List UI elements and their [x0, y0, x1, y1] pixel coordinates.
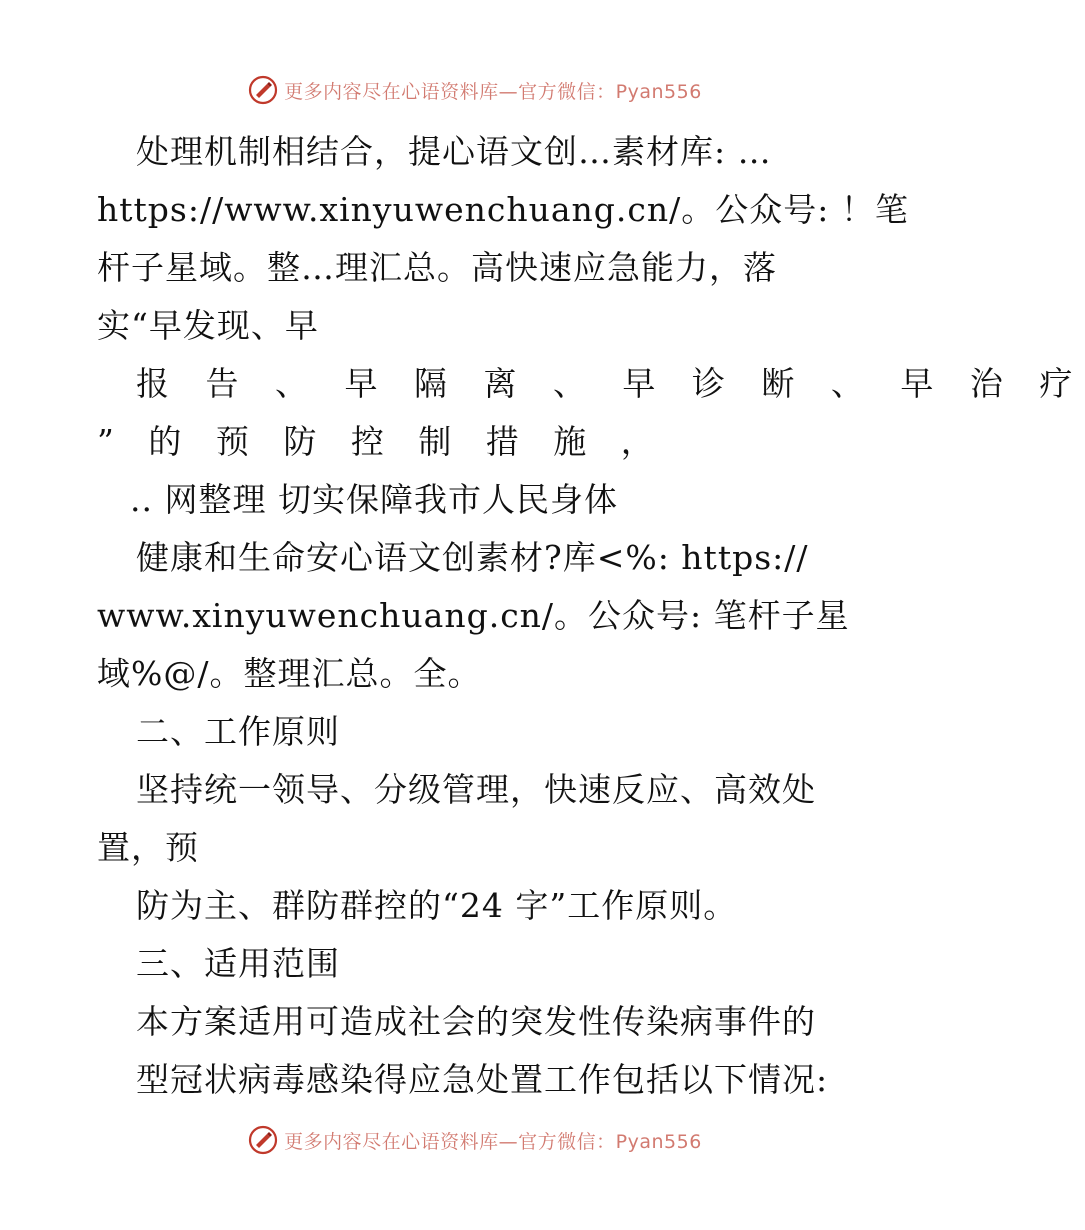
header-watermark — [0, 70, 950, 110]
text-line: 处理机制相结合，提心语文创…素材库: … — [136, 132, 772, 171]
text-line: 报 告 、 早 隔 离 、 早 诊 断 、 早 治 疗 — [136, 364, 1085, 403]
text-line: 健康和生命安心语文创素材?库<%: https:// — [136, 538, 809, 577]
text-line: https://www.xinyuwenchuang.cn/。公众号: ！笔 — [97, 190, 909, 229]
text-line: 本方案适用可造成社会的突发性传染病事件的 — [136, 1002, 816, 1041]
text-line: 型冠状病毒感染得应急处置工作包括以下情况: — [136, 1060, 829, 1099]
footer-watermark — [0, 1120, 950, 1160]
pen-seal-logo-icon — [248, 75, 278, 105]
text-line: .. 网整理 切实保障我市人民身体 — [130, 480, 618, 519]
text-line: 坚持统一领导、分级管理，快速反应、高效处 — [136, 770, 816, 809]
section-heading: 三、适用范围 — [136, 944, 340, 983]
watermark-text: 更多内容尽在心语资料库—官方微信：Pyan556 — [284, 80, 702, 103]
text-line: 域%@/。整理汇总。全。 — [97, 654, 482, 693]
text-line: 实“早发现、早 — [97, 306, 319, 345]
text-line: 杆子星域。整…理汇总。高快速应急能力，落 — [97, 248, 777, 287]
text-line: www.xinyuwenchuang.cn/。公众号: 笔杆子星 — [97, 596, 850, 635]
watermark-text: 更多内容尽在心语资料库—官方微信：Pyan556 — [284, 1130, 702, 1153]
text-line: 置，预 — [97, 828, 199, 867]
text-line: 防为主、群防群控的“24 字”工作原则。 — [136, 886, 738, 925]
section-heading: 二、工作原则 — [136, 712, 340, 751]
pen-seal-logo-icon — [248, 1125, 278, 1155]
text-line: ” 的 预 防 控 制 措 施 ， — [97, 422, 666, 461]
